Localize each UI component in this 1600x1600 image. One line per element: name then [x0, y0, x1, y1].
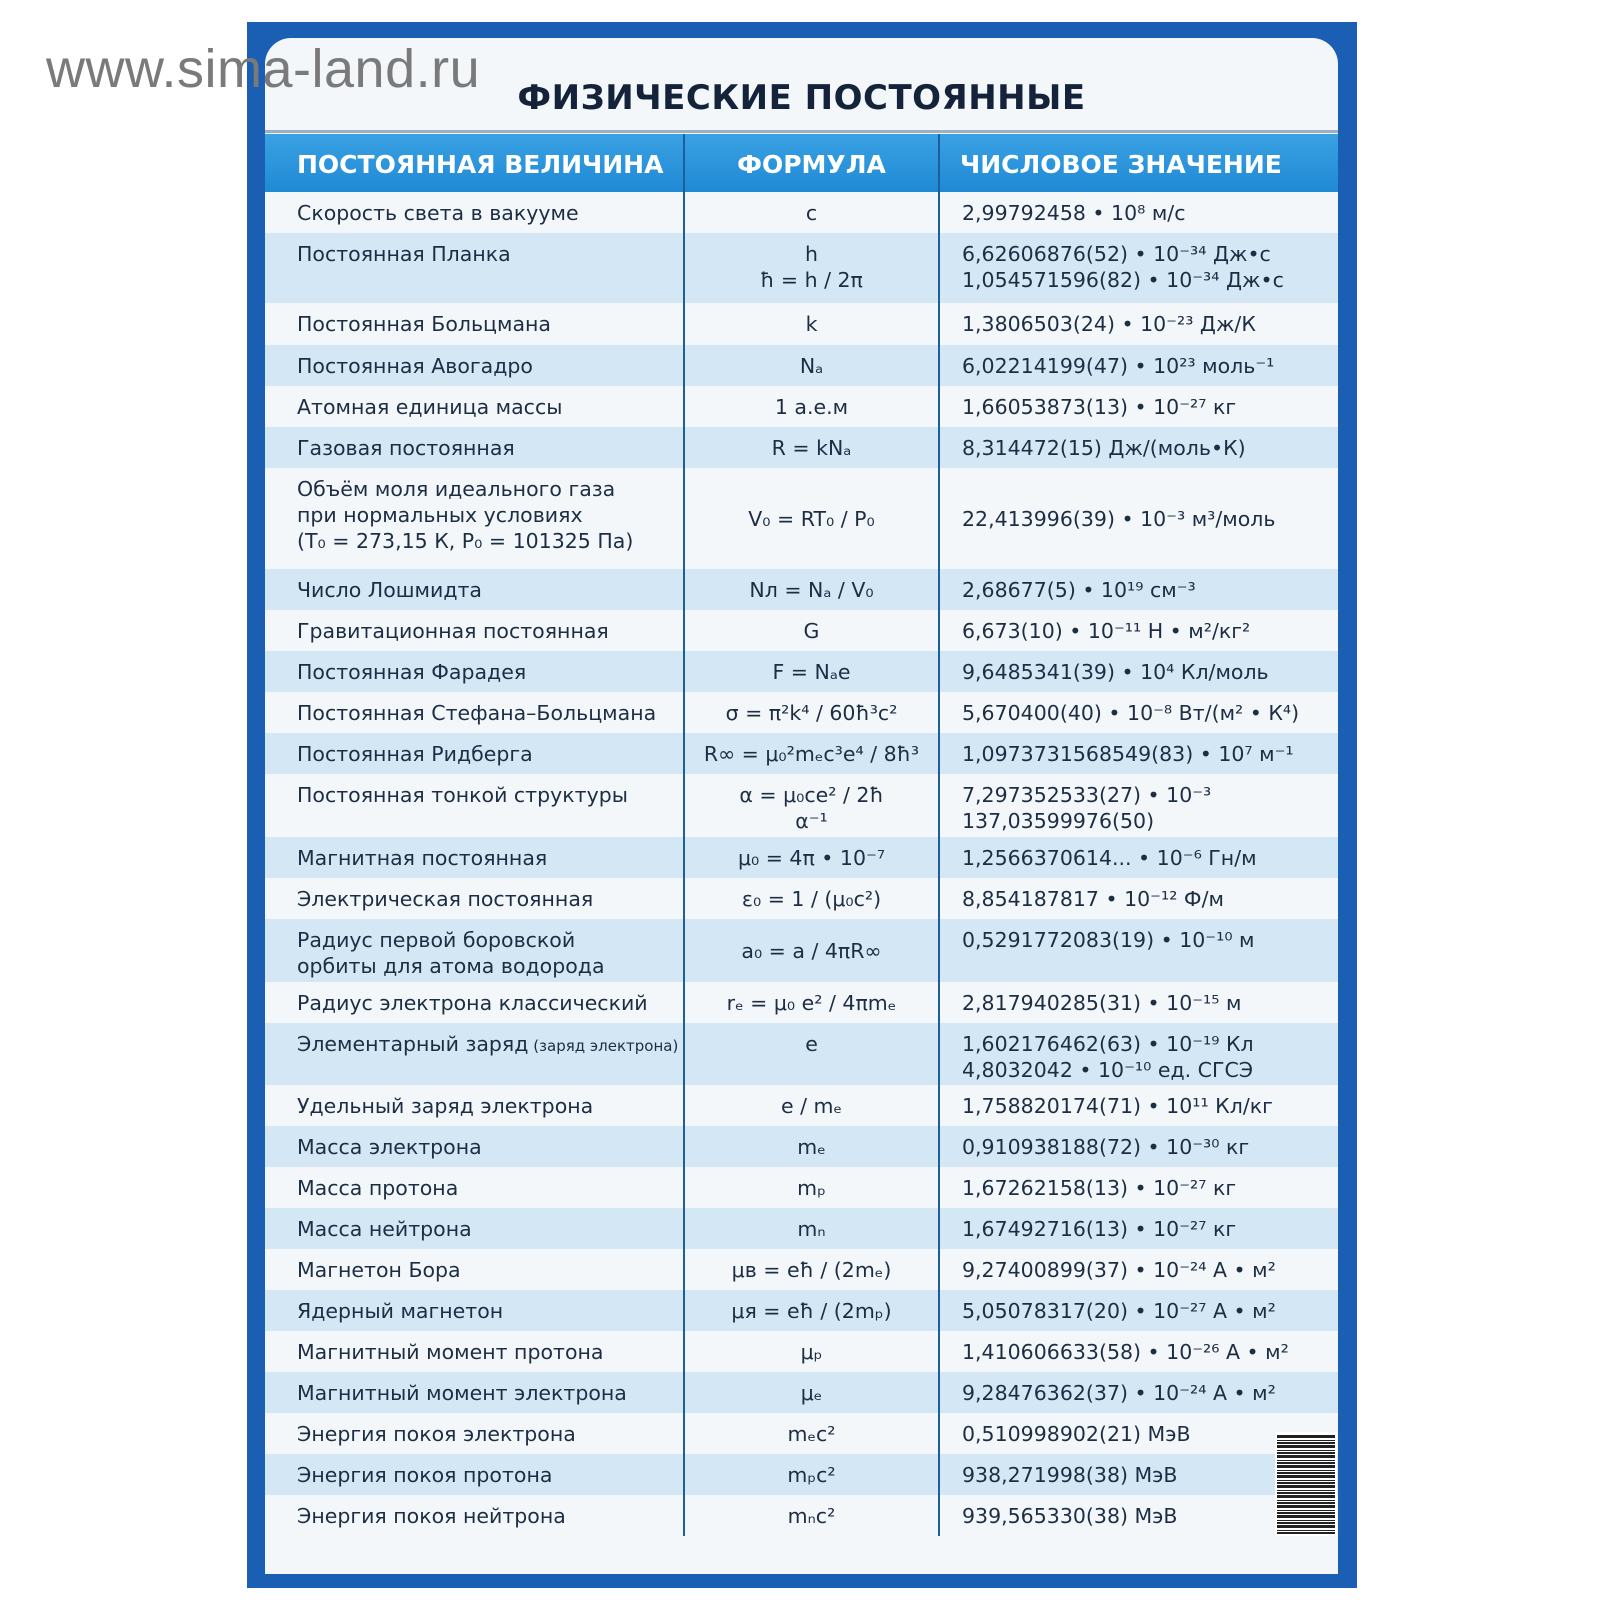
constant-formula — [683, 1126, 940, 1167]
constant-formula — [683, 692, 940, 733]
constant-value — [940, 1331, 1289, 1372]
constant-value-line: 9,28476362(37) • 10⁻²⁴ А • м² — [962, 1381, 1276, 1405]
constant-name-line: Скорость света в вакууме — [297, 201, 579, 225]
constant-name-line: Постоянная тонкой структуры — [297, 783, 628, 807]
constant-name — [265, 1413, 683, 1454]
constant-formula — [683, 303, 940, 345]
table-row — [265, 1413, 1338, 1454]
constant-formula-line: mₑ — [797, 1135, 826, 1159]
constant-name-line: Магнитная постоянная — [297, 846, 548, 870]
constant-formula — [683, 345, 940, 386]
table-row — [265, 1372, 1338, 1413]
constant-name-line: Энергия покоя протона — [297, 1463, 553, 1487]
table-row — [265, 1208, 1338, 1249]
constant-name-line: при нормальных условиях — [297, 503, 583, 527]
constant-value-line: 6,02214199(47) • 10²³ моль⁻¹ — [962, 354, 1275, 378]
constant-formula-line: μₑ — [800, 1381, 823, 1405]
constant-name — [265, 878, 683, 919]
constant-value-line: 1,66053873(13) • 10⁻²⁷ кг — [962, 395, 1237, 419]
constant-formula-line: μв = eħ / (2mₑ) — [731, 1258, 892, 1282]
constant-formula-line: μя = eħ / (2mₚ) — [731, 1299, 892, 1323]
table-header — [265, 134, 1338, 192]
constant-value — [940, 878, 1224, 919]
table-row — [265, 774, 1338, 837]
constant-value-line: 2,99792458 • 10⁸ м/с — [962, 201, 1186, 225]
constant-formula — [683, 733, 940, 774]
constant-formula-line: Nₐ — [799, 354, 824, 378]
constant-formula-line: c — [805, 201, 818, 225]
constant-formula-line: ε₀ = 1 / (μ₀c²) — [741, 887, 882, 911]
constant-value — [940, 233, 1284, 303]
constant-formula-line: mₑc² — [787, 1422, 836, 1446]
constant-value — [940, 692, 1299, 733]
constant-formula — [683, 427, 940, 468]
constant-name-line: Удельный заряд электрона — [297, 1094, 594, 1118]
constant-formula-line: mₙ — [797, 1217, 826, 1241]
constant-value — [940, 1372, 1276, 1413]
table-row — [265, 233, 1338, 303]
constant-formula-line: rₑ = μ₀ e² / 4πmₑ — [726, 991, 897, 1015]
constant-formula-line: G — [803, 619, 820, 643]
constant-formula-line: ħ = h / 2π — [760, 268, 863, 292]
constant-name — [265, 345, 683, 386]
constant-value-line: 1,602176462(63) • 10⁻¹⁹ Кл — [962, 1032, 1254, 1056]
table-row — [265, 386, 1338, 427]
constant-formula-line: mₚc² — [787, 1463, 836, 1487]
constant-formula — [683, 1495, 940, 1536]
constant-formula — [683, 651, 940, 692]
constant-name — [265, 386, 683, 427]
header-name: ПОСТОЯННАЯ ВЕЛИЧИНА — [297, 150, 664, 179]
constant-value-line: 6,673(10) • 10⁻¹¹ Н • м²/кг² — [962, 619, 1251, 643]
constant-name-line: Электрическая постоянная — [297, 887, 594, 911]
constant-name — [265, 1167, 683, 1208]
table-row — [265, 651, 1338, 692]
constant-value-line: 5,670400(40) • 10⁻⁸ Вт/(м² • К⁴) — [962, 701, 1300, 725]
constant-name — [265, 651, 683, 692]
constant-formula — [683, 1085, 940, 1126]
constant-name-line: Магнитный момент электрона — [297, 1381, 627, 1405]
poster-frame — [247, 22, 1357, 1588]
constant-formula — [683, 1413, 940, 1454]
constant-name — [265, 303, 683, 345]
constant-value-line: 9,27400899(37) • 10⁻²⁴ А • м² — [962, 1258, 1276, 1282]
table-row — [265, 1085, 1338, 1126]
constant-name-line: Ядерный магнетон — [297, 1299, 504, 1323]
constants-table-body — [265, 192, 1338, 1536]
constant-value — [940, 1249, 1276, 1290]
constant-formula — [683, 1249, 940, 1290]
constant-name — [265, 733, 683, 774]
title-divider — [265, 130, 1338, 133]
constant-formula-line: R∞ = μ₀²mₑc³e⁴ / 8ħ³ — [703, 742, 920, 766]
constant-value-line: 1,2566370614... • 10⁻⁶ Гн/м — [962, 846, 1257, 870]
constant-formula — [683, 982, 940, 1023]
constant-value-line: 0,510998902(21) МэВ — [962, 1422, 1191, 1446]
constant-name-line: Постоянная Авогадро — [297, 354, 533, 378]
barcode — [1275, 1432, 1337, 1536]
constant-formula — [683, 233, 940, 303]
constant-name-line: Радиус электрона классический — [297, 991, 648, 1015]
header-value: ЧИСЛОВОЕ ЗНАЧЕНИЕ — [960, 150, 1282, 179]
table-row — [265, 1331, 1338, 1372]
constant-formula — [683, 386, 940, 427]
constant-formula — [683, 919, 940, 982]
constant-value — [940, 1290, 1276, 1331]
header-formula: ФОРМУЛА — [683, 134, 940, 192]
constant-formula-line: σ = π²k⁴ / 60ħ³c² — [725, 701, 898, 725]
constant-name — [265, 1372, 683, 1413]
constant-value-line: 137,03599976(50) — [962, 809, 1155, 833]
constant-formula — [683, 610, 940, 651]
constant-formula — [683, 1454, 940, 1495]
constant-name — [265, 233, 683, 303]
constant-name — [265, 569, 683, 610]
constant-value — [940, 1023, 1254, 1085]
constant-value-line: 0,910938188(72) • 10⁻³⁰ кг — [962, 1135, 1250, 1159]
constant-name-line: Энергия покоя электрона — [297, 1422, 576, 1446]
constant-name — [265, 1249, 683, 1290]
constant-value-line: 8,854187817 • 10⁻¹² Ф/м — [962, 887, 1224, 911]
constant-value-line: 9,6485341(39) • 10⁴ Кл/моль — [962, 660, 1269, 684]
constant-value — [940, 774, 1211, 837]
table-row — [265, 1290, 1338, 1331]
table-row — [265, 1023, 1338, 1085]
constant-value-line: 1,054571596(82) • 10⁻³⁴ Дж•с — [962, 268, 1284, 292]
constant-value-line: 4,8032042 • 10⁻¹⁰ ед. СГСЭ — [962, 1058, 1254, 1082]
constant-formula — [683, 192, 940, 233]
constant-formula — [683, 837, 940, 878]
constant-value-line: 1,67262158(13) • 10⁻²⁷ кг — [962, 1176, 1237, 1200]
constant-value — [940, 569, 1196, 610]
constant-name-line: Постоянная Ридберга — [297, 742, 533, 766]
constant-value-line: 1,3806503(24) • 10⁻²³ Дж/К — [962, 312, 1256, 336]
table-row — [265, 1249, 1338, 1290]
table-row — [265, 468, 1338, 569]
constant-value-line: 8,314472(15) Дж/(моль•К) — [962, 436, 1246, 460]
constant-value — [940, 610, 1250, 651]
constant-name-line: Масса нейтрона — [297, 1217, 472, 1241]
constant-name — [265, 1331, 683, 1372]
constant-value — [940, 386, 1236, 427]
constant-value-line: 938,271998(38) МэВ — [962, 1463, 1178, 1487]
constant-formula-line: α = μ₀ce² / 2ħ — [739, 783, 884, 807]
constant-name-line: Элементарный заряд (заряд электрона) — [297, 1032, 679, 1056]
constant-value — [940, 303, 1256, 345]
table-row — [265, 919, 1338, 982]
table-row — [265, 1495, 1338, 1536]
table-row — [265, 427, 1338, 468]
table-row — [265, 303, 1338, 345]
constant-name — [265, 1085, 683, 1126]
constant-name — [265, 982, 683, 1023]
constant-name-line: Масса электрона — [297, 1135, 482, 1159]
constant-name-line: Масса протона — [297, 1176, 459, 1200]
constant-formula — [683, 1331, 940, 1372]
constant-value — [940, 982, 1241, 1023]
constant-value — [940, 345, 1274, 386]
constant-formula-line: 1 а.е.м — [774, 395, 849, 419]
constant-name-line: (T₀ = 273,15 К, P₀ = 101325 Па) — [297, 529, 634, 553]
table-row — [265, 692, 1338, 733]
constant-name — [265, 610, 683, 651]
constant-value-line: 939,565330(38) МэВ — [962, 1504, 1178, 1528]
table-row — [265, 610, 1338, 651]
constant-formula-line: h — [805, 242, 818, 266]
constant-value-line: 1,0973731568549(83) • 10⁷ м⁻¹ — [962, 742, 1294, 766]
constant-formula-line: a₀ = a / 4πR∞ — [741, 938, 882, 963]
table-row — [265, 1167, 1338, 1208]
constant-name — [265, 837, 683, 878]
constant-value-line: 6,62606876(52) • 10⁻³⁴ Дж•с — [962, 242, 1271, 266]
constant-value-line: 2,68677(5) • 10¹⁹ см⁻³ — [962, 578, 1196, 602]
table-row — [265, 878, 1338, 919]
constant-value — [940, 837, 1257, 878]
constant-name — [265, 774, 683, 837]
constant-value — [940, 1454, 1178, 1495]
constant-value-line: 1,758820174(71) • 10¹¹ Кл/кг — [962, 1094, 1273, 1118]
constant-name-line: Магнитный момент протона — [297, 1340, 604, 1364]
poster-title: ФИЗИЧЕСКИЕ ПОСТОЯННЫЕ — [517, 78, 1086, 118]
constant-formula — [683, 878, 940, 919]
constant-formula — [683, 1023, 940, 1085]
constant-formula-line: V₀ = RT₀ / P₀ — [748, 506, 875, 531]
constant-name — [265, 1023, 683, 1085]
constant-name-line: Газовая постоянная — [297, 436, 515, 460]
constant-value-line: 0,5291772083(19) • 10⁻¹⁰ м — [962, 928, 1255, 952]
constant-name-line: Постоянная Больцмана — [297, 312, 551, 336]
constant-value-line: 1,410606633(58) • 10⁻²⁶ А • м² — [962, 1340, 1289, 1364]
constant-name — [265, 1208, 683, 1249]
constant-name-line: Объём моля идеального газа — [297, 477, 616, 501]
constant-value-line: 1,67492716(13) • 10⁻²⁷ кг — [962, 1217, 1237, 1241]
constant-formula — [683, 468, 940, 569]
constant-name-line: Постоянная Планка — [297, 242, 511, 266]
constant-name-line: орбиты для атома водорода — [297, 954, 605, 978]
table-row — [265, 1454, 1338, 1495]
constant-name — [265, 427, 683, 468]
constant-value — [940, 1126, 1249, 1167]
constant-name-line: Атомная единица массы — [297, 395, 563, 419]
constant-name-line: Магнетон Бора — [297, 1258, 461, 1282]
constant-value — [940, 1495, 1178, 1536]
constant-name-line: Гравитационная постоянная — [297, 619, 609, 643]
constant-formula — [683, 1290, 940, 1331]
constant-formula-line: μₚ — [800, 1340, 823, 1364]
constant-name-line: Радиус первой боровской — [297, 928, 576, 952]
constant-value-line: 2,817940285(31) • 10⁻¹⁵ м — [962, 991, 1242, 1015]
constant-formula — [683, 569, 940, 610]
constant-name-line: Число Лошмидта — [297, 578, 482, 602]
constant-name — [265, 919, 683, 982]
constant-value — [940, 192, 1186, 233]
table-row — [265, 192, 1338, 233]
constant-value — [940, 1167, 1236, 1208]
constant-value-line: 7,297352533(27) • 10⁻³ — [962, 783, 1212, 807]
constant-name — [265, 692, 683, 733]
table-row — [265, 982, 1338, 1023]
table-row — [265, 569, 1338, 610]
constant-value — [940, 1085, 1273, 1126]
table-row — [265, 345, 1338, 386]
constant-formula-line: mₚ — [797, 1176, 826, 1200]
constant-formula-line: F = Nₐe — [772, 660, 851, 684]
constant-name — [265, 1495, 683, 1536]
constant-value — [940, 1413, 1191, 1454]
constant-value-line: 5,05078317(20) • 10⁻²⁷ А • м² — [962, 1299, 1276, 1323]
constant-value — [940, 468, 1276, 569]
table-row — [265, 837, 1338, 878]
constant-value — [940, 733, 1294, 774]
poster-sheet — [265, 38, 1338, 1574]
constant-formula-line: μ₀ = 4π • 10⁻⁷ — [737, 846, 886, 870]
constant-name — [265, 1454, 683, 1495]
constant-name-line: Постоянная Стефана–Больцмана — [297, 701, 657, 725]
constant-formula — [683, 1372, 940, 1413]
constant-formula-line: e / mₑ — [780, 1094, 843, 1118]
constant-value — [940, 651, 1269, 692]
constant-formula — [683, 1167, 940, 1208]
constant-formula-line: α⁻¹ — [795, 809, 828, 833]
constant-formula-line: Nл = Nₐ / V₀ — [749, 578, 874, 602]
constant-name — [265, 192, 683, 233]
constant-name-note: (заряд электрона) — [528, 1037, 679, 1055]
constant-name — [265, 1126, 683, 1167]
constant-formula-line: e — [805, 1032, 818, 1056]
constant-formula-line: k — [805, 312, 818, 336]
constant-value — [940, 1208, 1236, 1249]
constant-formula-line: R = kNₐ — [771, 436, 852, 460]
constant-name — [265, 468, 683, 569]
constant-value — [940, 427, 1246, 468]
constant-formula — [683, 774, 940, 837]
table-row — [265, 733, 1338, 774]
constant-value-line: 22,413996(39) • 10⁻³ м³/моль — [962, 506, 1276, 531]
constant-name-line: Постоянная Фарадея — [297, 660, 527, 684]
table-row — [265, 1126, 1338, 1167]
constant-value — [940, 919, 1255, 982]
constant-formula — [683, 1208, 940, 1249]
constant-name — [265, 1290, 683, 1331]
constant-name-line: Энергия покоя нейтрона — [297, 1504, 566, 1528]
site-watermark: www.sima-land.ru — [46, 39, 481, 99]
constant-formula-line: mₙc² — [787, 1504, 836, 1528]
